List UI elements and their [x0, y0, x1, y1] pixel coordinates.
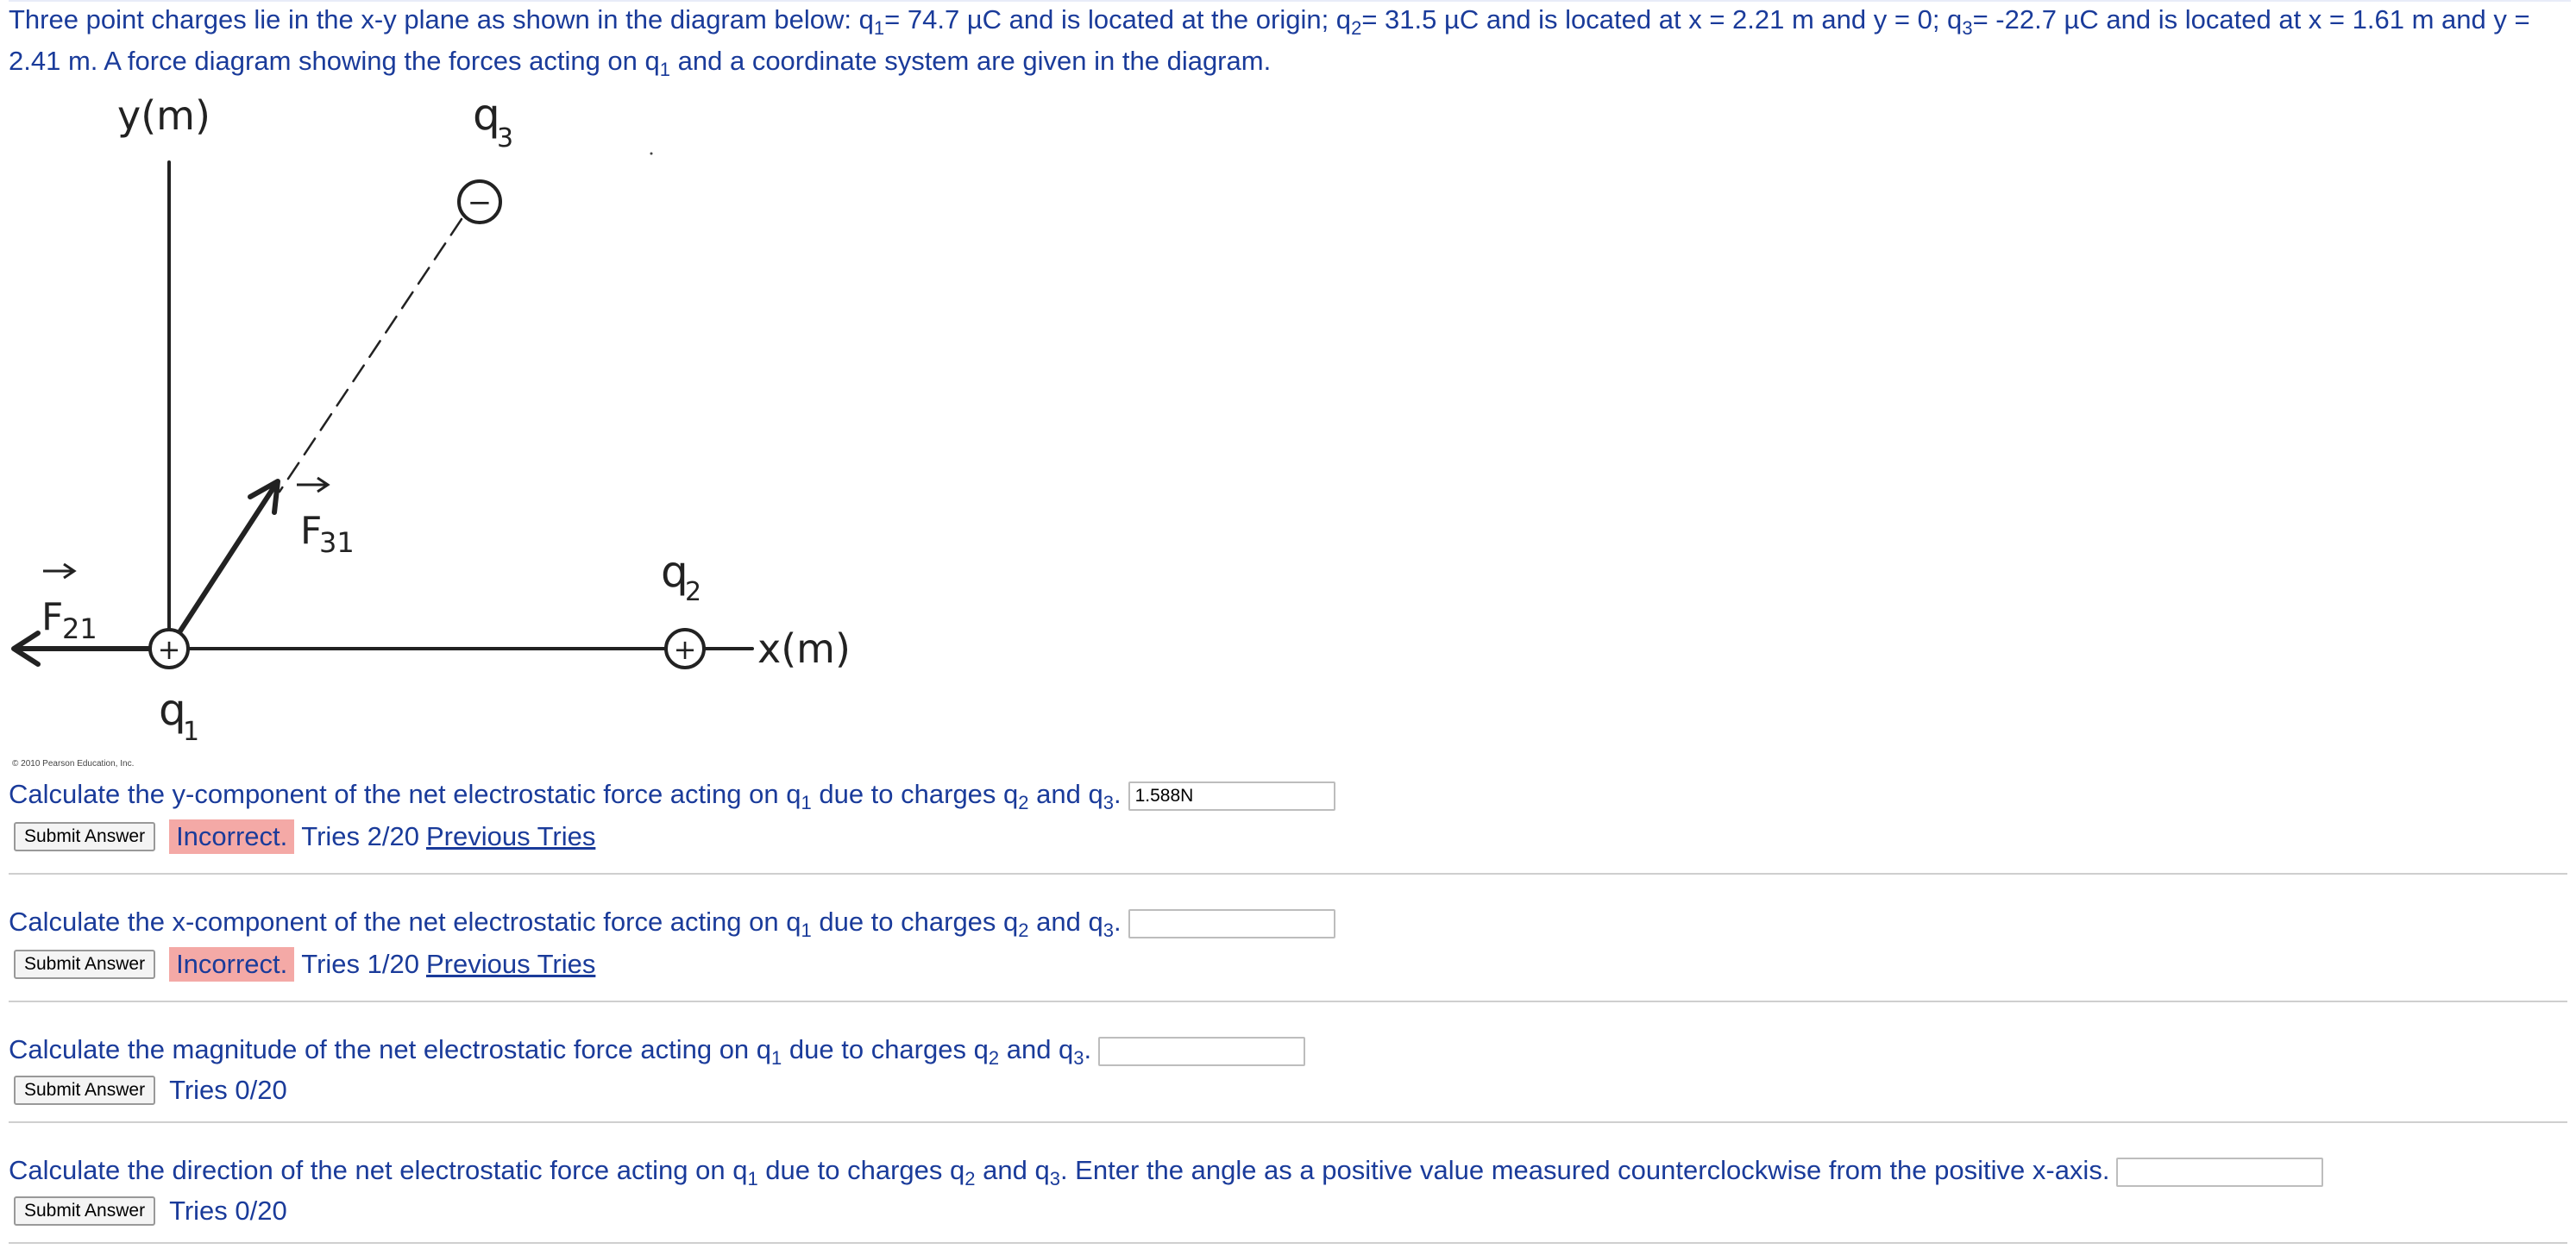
divider: [9, 1001, 2567, 1002]
x-component-controls: [14, 947, 595, 982]
q2-label: [661, 547, 701, 607]
copyright-notice: © 2010 Pearson Education, Inc.: [12, 759, 135, 769]
plus-icon: +: [673, 633, 697, 666]
svg-text:q: q: [473, 90, 500, 140]
q3-charge: [459, 181, 500, 223]
tries-counter: Tries 2/20: [301, 821, 419, 851]
svg-text:F: F: [300, 509, 323, 553]
f21-label: [41, 564, 97, 645]
q2-charge: [666, 630, 704, 668]
magnitude-answer-input[interactable]: [1098, 1037, 1305, 1066]
plus-icon: +: [157, 633, 181, 666]
tries-counter: Tries 0/20: [169, 1075, 287, 1105]
y-component-controls: [14, 819, 595, 854]
x-axis-label: x(m): [757, 625, 851, 672]
divider: [9, 1242, 2567, 1244]
svg-text:3: 3: [497, 123, 514, 154]
incorrect-status-badge: Incorrect.: [169, 819, 294, 854]
q3-label: [473, 90, 513, 154]
tries-counter: Tries 0/20: [169, 1196, 287, 1226]
question-x-component: Calculate the x-component of the net electrostatic force acting on $q_1$ due to charges $q_2$ and $q_3$.: [9, 906, 1335, 947]
direction-controls: [14, 1194, 287, 1228]
f31-arrow-shaft: [179, 486, 274, 632]
divider: [9, 873, 2567, 875]
submit-answer-button[interactable]: Submit Answer: [14, 1076, 155, 1105]
divider: [9, 1121, 2567, 1123]
q1-label: [159, 685, 199, 747]
svg-text:q: q: [159, 685, 186, 735]
q3-direction-dash: [280, 219, 462, 492]
y-component-answer-input[interactable]: [1128, 781, 1335, 811]
svg-text:F: F: [41, 595, 64, 639]
svg-text:21: 21: [62, 612, 97, 645]
svg-text:2: 2: [685, 577, 702, 607]
y-axis-label: y(m): [117, 92, 210, 139]
incorrect-status-badge: Incorrect.: [169, 947, 294, 982]
x-component-answer-input[interactable]: [1128, 909, 1335, 938]
problem-statement: Three point charges lie in the x-y plane as shown in the diagram below: $q_1= 74.7$ µC and is located at the origin; $q_2= 31.5$ µC and is located at x = 2.21 m and y = 0; $q_3= -22.7$ µC and is located at x = 1.61 m and y = 2.41 m. A force diagram showing the forces acting on $q_1$ and a coordinate system are given in the diagram.: [9, 4, 2530, 81]
question-direction: Calculate the direction of the net electrostatic force acting on $q_1$ due to charges $q_2$ and $q_3$. Enter the angle as a positive value measured counterclockwise from the positive x-axis.: [9, 1154, 2323, 1196]
svg-text:31: 31: [319, 526, 355, 559]
question-magnitude: Calculate the magnitude of the net electrostatic force acting on $q_1$ due to charges $q_2$ and $q_3$.: [9, 1033, 1305, 1075]
q1-charge: [150, 630, 188, 668]
f31-arrowhead: [250, 481, 278, 512]
question-y-component: Calculate the y-component of the net electrostatic force acting on $q_1$ due to charges $q_2$ and $q_3.1.588N$: [9, 778, 1335, 819]
force-diagram: [0, 78, 871, 768]
svg-text:q: q: [661, 547, 688, 597]
svg-text:1: 1: [183, 717, 200, 747]
f31-label: [297, 478, 355, 559]
tries-counter: Tries 1/20: [301, 949, 419, 979]
direction-answer-input[interactable]: [2116, 1158, 2323, 1187]
submit-answer-button[interactable]: Submit Answer: [14, 1196, 155, 1226]
submit-answer-button[interactable]: Submit Answer: [14, 950, 155, 979]
submit-answer-button[interactable]: Submit Answer: [14, 822, 155, 851]
previous-tries-link[interactable]: Previous Tries: [425, 821, 596, 851]
previous-tries-link[interactable]: Previous Tries: [425, 949, 596, 979]
magnitude-controls: [14, 1073, 287, 1108]
minus-icon: −: [467, 185, 493, 220]
